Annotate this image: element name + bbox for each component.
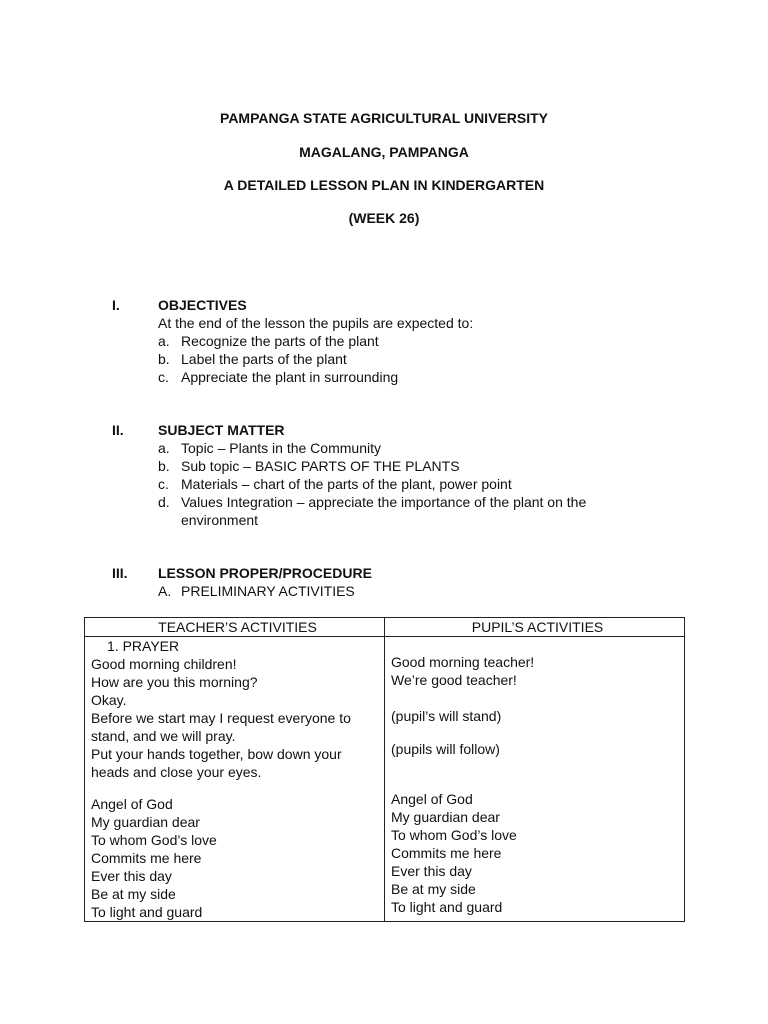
list-item-text: Materials – chart of the parts of the plant, power point — [181, 476, 512, 492]
pupil-line: To whom God’s love — [391, 827, 517, 843]
teacher-line: Before we start may I request everyone to — [91, 710, 351, 726]
teacher-line: My guardian dear — [91, 814, 200, 830]
list-item — [158, 350, 678, 368]
university-location: MAGALANG, PAMPANGA — [299, 144, 469, 160]
list-item-text: Label the parts of the plant — [181, 351, 347, 367]
list-item-text: Sub topic – BASIC PARTS OF THE PLANTS — [181, 458, 460, 474]
section-title: LESSON PROPER/PROCEDURE — [158, 565, 372, 581]
list-marker: c. — [158, 476, 169, 492]
teacher-line: stand, and we will pray. — [91, 728, 236, 744]
list-marker: d. — [158, 494, 170, 510]
section-numeral: I. — [112, 297, 120, 313]
teacher-line: Good morning children! — [91, 656, 237, 672]
section-title: OBJECTIVES — [158, 297, 247, 313]
teacher-activities-header: TEACHER’S ACTIVITIES — [85, 618, 385, 637]
teacher-line: Put your hands together, bow down your — [91, 746, 342, 762]
list-item — [158, 475, 678, 493]
list-item — [158, 582, 678, 600]
week-label: (WEEK 26) — [348, 210, 420, 226]
list-marker: b. — [158, 351, 170, 367]
section-numeral: III. — [112, 565, 128, 581]
pupil-line: Be at my side — [391, 881, 476, 897]
list-marker: b. — [158, 458, 170, 474]
teacher-line: Be at my side — [91, 886, 176, 902]
table-header-row — [85, 618, 685, 637]
pupil-line: Commits me here — [391, 845, 502, 861]
teacher-line: Angel of God — [91, 796, 173, 812]
teacher-line: Commits me here — [91, 850, 202, 866]
pupil-line: We’re good teacher! — [391, 672, 517, 688]
list-item-text-continued: environment — [181, 512, 259, 528]
section-numeral: II. — [112, 422, 124, 438]
teacher-line: How are you this morning? — [91, 674, 258, 690]
list-item — [158, 368, 678, 386]
list-item-text: PRELIMINARY ACTIVITIES — [181, 583, 355, 599]
pupil-line: To light and guard — [391, 899, 503, 915]
pupil-activities-cell — [385, 637, 685, 922]
prayer-subheading: 1. PRAYER — [107, 638, 180, 654]
table-row — [85, 637, 685, 922]
section-title: SUBJECT MATTER — [158, 422, 285, 438]
pupil-activities-header: PUPIL’S ACTIVITIES — [385, 618, 685, 637]
teacher-line: Okay. — [91, 692, 127, 708]
university-name: PAMPANGA STATE AGRICULTURAL UNIVERSITY — [220, 110, 548, 126]
list-item — [158, 457, 678, 475]
teacher-line: Ever this day — [91, 868, 172, 884]
teacher-line: heads and close your eyes. — [91, 764, 262, 780]
list-item — [158, 493, 678, 529]
list-item — [158, 332, 678, 350]
list-marker: c. — [158, 369, 169, 385]
lesson-plan-title: A DETAILED LESSON PLAN IN KINDERGARTEN — [223, 177, 545, 193]
pupil-line: My guardian dear — [391, 809, 500, 825]
pupil-line: Angel of God — [391, 791, 473, 807]
list-item — [158, 439, 678, 457]
list-item-text: Values Integration – appreciate the importance of the plant on the — [181, 494, 587, 510]
list-marker: a. — [158, 333, 170, 349]
pupil-line: Ever this day — [391, 863, 472, 879]
objectives-intro: At the end of the lesson the pupils are expected to: — [158, 315, 474, 331]
teacher-line: To whom God’s love — [91, 832, 217, 848]
list-item-text: Recognize the parts of the plant — [181, 333, 379, 349]
list-marker: a. — [158, 440, 170, 456]
teacher-line: To light and guard — [91, 904, 203, 920]
list-marker: A. — [158, 583, 172, 599]
teacher-activities-cell — [85, 637, 385, 922]
pupil-line: (pupil’s will stand) — [391, 708, 502, 724]
list-item-text: Topic – Plants in the Community — [181, 440, 381, 456]
pupil-line: Good morning teacher! — [391, 654, 535, 670]
pupil-line: (pupils will follow) — [391, 741, 500, 757]
list-item-text: Appreciate the plant in surrounding — [181, 369, 399, 385]
activities-table — [84, 617, 685, 922]
